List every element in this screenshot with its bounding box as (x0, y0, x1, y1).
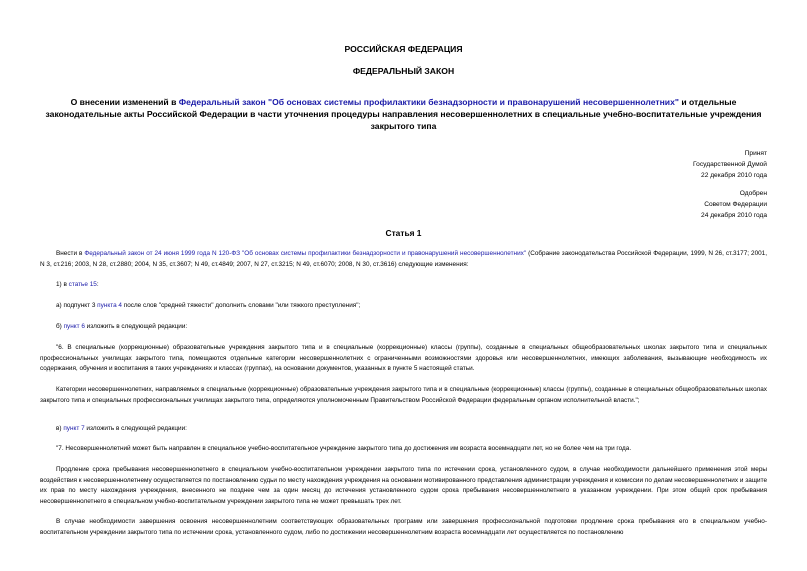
law-type-heading: ФЕДЕРАЛЬНЫЙ ЗАКОН (352, 66, 455, 76)
item-1-pre: 1) в (56, 281, 69, 288)
title-suffix: и отдельные законодательные акты Российской Федерации в части уточнения процедуры направления несовершеннолетних в специальные учебно-воспитательные учреждения закрытого типа (45, 97, 762, 131)
adopted-block (693, 148, 767, 181)
title-law-link[interactable]: Федеральный закон "Об основах системы профилактики безнадзорности и правонарушений несовершеннолетних" (178, 97, 679, 107)
item-v (40, 424, 767, 435)
item-1-post: : (96, 281, 99, 288)
law-title (40, 96, 767, 132)
item-v-post: изложить в следующей редакции: (84, 425, 187, 432)
point-6-link[interactable]: пункт 6 (63, 323, 85, 330)
item-a-post: после слов "средней тяжести" дополнить словами "или тяжкого преступления"; (121, 302, 361, 309)
extension-paragraph: Продление срока пребывания несовершеннолетнего в специальном учебно-воспитательном учреждении закрытого типа по истечении срока, установленного судом, в случае необходимости дальнейшего применения этой меры воздействия к несовершеннолетнему осуществляется по постановлению судьи по месту нахождения учреждения на основании мотивированного представления администрации учреждения и комиссии по делам несовершеннолетних и защите их прав по месту нахождения учреждения, внесенного не позднее чем за один месяц до истечения установленного судом срока пребывания несовершеннолетнего в указанном учреждении. При этом общий срок пребывания несовершеннолетнего в специальном учебно-воспитательном учреждении закрытого типа не может превышать трех лет. (40, 466, 767, 505)
title-prefix: О внесении изменений в (70, 97, 179, 107)
country-heading: РОССИЙСКАЯ ФЕДЕРАЦИЯ (344, 44, 463, 54)
item-a (40, 301, 767, 312)
approved-block (701, 188, 767, 221)
item-b-post: изложить в следующей редакции: (84, 323, 188, 330)
approved-body: Советом Федерации (704, 201, 767, 208)
completion-paragraph: В случае необходимости завершения освоения несовершеннолетним соответствующих образовательных программ или завершения профессиональной подготовки продление срока пребывания его в специальном учебно-воспитательном учреждении закрытого типа по истечении срока, установленного судом, либо по достижении несовершеннолетним возраста восемнадцати лет осуществляется по постановлению (40, 518, 767, 536)
intro-pre: Внести в (56, 250, 85, 257)
article-heading: Статья 1 (385, 228, 422, 238)
point-7-text: "7. Несовершеннолетний может быть направлен в специальное учебно-воспитательное учреждение закрытого типа до достижения им возраста восемнадцати лет, но не более чем на три года. (56, 445, 632, 452)
adopted-date: 22 декабря 2010 года (701, 172, 767, 179)
item-b (40, 322, 767, 333)
intro-paragraph (40, 249, 767, 270)
adopted-body: Государственной Думой (693, 161, 767, 168)
point-6-text: "6. В специальные (коррекционные) образовательные учреждения закрытого типа и в специальные (коррекционные) классы (группы), созданные в специальных общеобразовательных школах закрытого типа и специальных профессиональных училищах закрытого типа, помещаются отдельные категории несовершеннолетних с ограниченными возможностями здоровья или несовершеннолетних, имеющих заболевания, вызывающие необходимость их содержания, обучения и воспитания в таких учреждениях и классах (группах), на основании документов, указанных в пункте 5 настоящей статьи. (40, 344, 767, 372)
intro-law-link[interactable]: Федеральный закон от 24 июня 1999 года N 120-ФЗ "Об основах системы профилактики безнадзорности и правонарушений несовершеннолетних" (84, 250, 527, 257)
article-15-link[interactable]: статье 15 (68, 281, 97, 288)
categories-paragraph: Категории несовершеннолетних, направляемых в специальные (коррекционные) образовательные учреждения закрытого типа и в специальные (коррекционные) классы (группы), созданные в специальных общеобразовательных школах закрытого типа и специальных профессиональных училищах закрытого типа, определяются уполномоченным Правительством Российской Федерации федеральным органом исполнительной власти."; (40, 386, 767, 404)
item-b-pre: б) (56, 323, 64, 330)
intro-post: (Собрание законодательства Российской Федерации, 1999, N 26, ст.3177; 2001, N 3, ст.216; 2003, N 28, ст.2880; 2004, N 35, ст.3607; N 49, ст.4849; 2007, N 27, ст.3215; N 49, ст.6070; 2008, N 30, ст.3616) следующие изменения: (40, 250, 768, 268)
approved-line: Одобрен (739, 190, 767, 197)
point-4-link[interactable]: пункта 4 (97, 302, 122, 309)
approved-date: 24 декабря 2010 года (701, 212, 767, 219)
item-a-pre: а) подпункт 3 (56, 302, 98, 309)
point-7-link[interactable]: пункт 7 (63, 425, 85, 432)
adopted-line: Принят (744, 150, 767, 157)
item-v-pre: в) (56, 425, 64, 432)
item-1 (40, 280, 767, 291)
